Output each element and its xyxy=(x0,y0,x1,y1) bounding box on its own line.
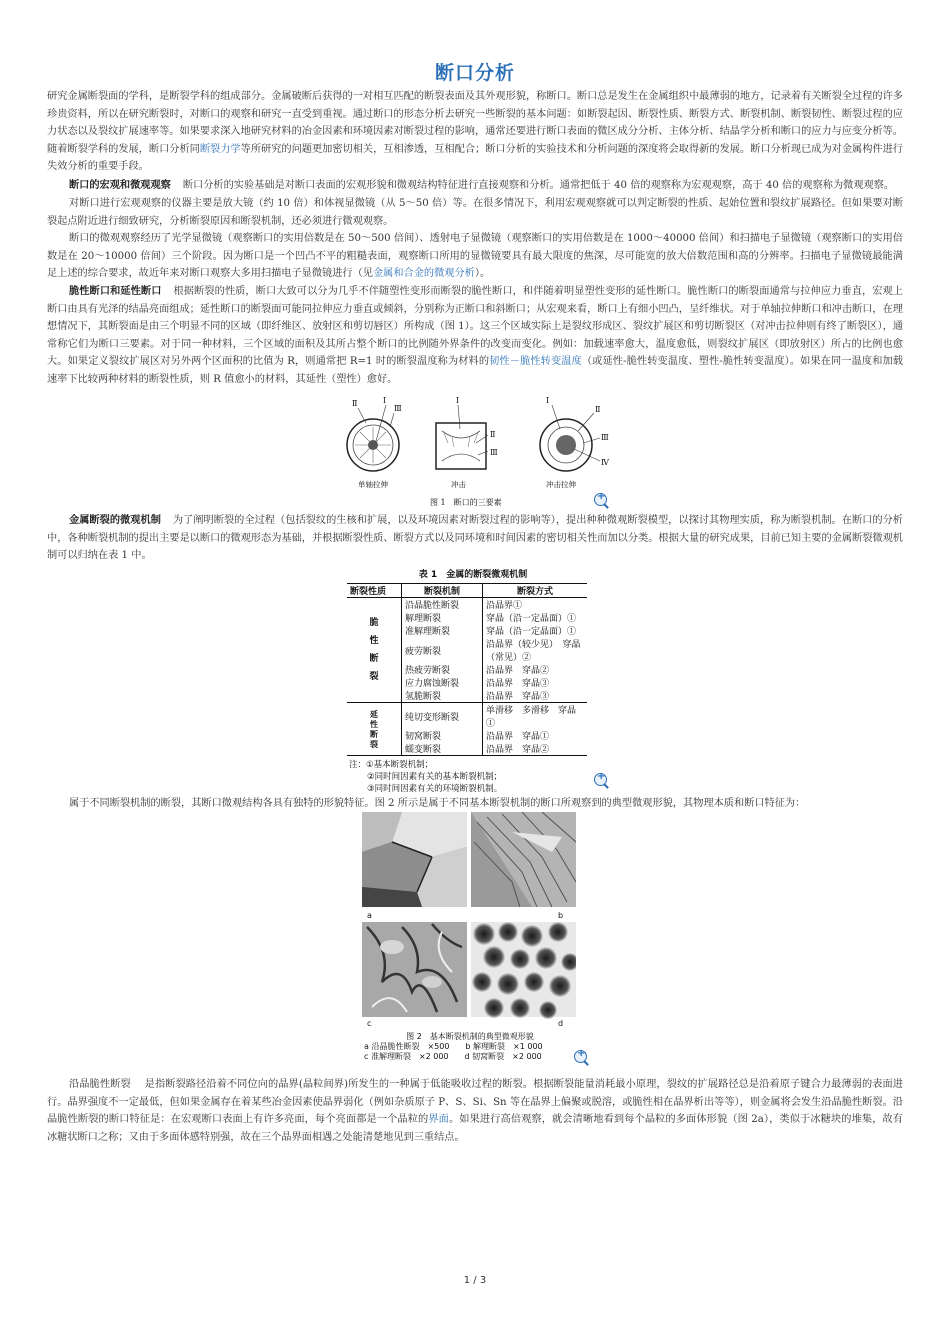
table-row: 热疲劳断裂 沿晶界 穿晶② xyxy=(347,663,587,676)
fig1-label-7: Ⅰ xyxy=(546,396,550,405)
fig1-label-9: Ⅲ xyxy=(601,433,609,442)
zoom-icon[interactable] xyxy=(594,493,607,506)
figure-2-caption-block: 图 2 基本断裂机制的典型微观形貌 a 沿晶脆性断裂 ×500 b 解理断裂 ×1 000 c 准解理断裂 ×2 000 d 韧窝断裂 ×2 000 xyxy=(362,1032,576,1062)
intergranular-paragraph: 沿晶脆性断裂 是指断裂路径沿着不同位向的晶界(晶粒间界)所发生的一种属于低能吸收过程的断裂。根据断裂能量消耗最小原理，裂纹的扩展路径总是沿着原子键合力最薄弱的表面进行。晶界强度不一定最低，但如果金属存在着某些冶金因素使晶界弱化（例如杂质原子 P、S、Si、Sn 等在晶界上偏聚或脱溶，或脆性相在晶界析出等等），则金属将会发生沿晶脆性断裂。沿晶脆性断裂的断口特征是：在宏观断口表面上有许多亮面，每个亮面都是一个晶粒的界面。如果进行高倍观察，就会清晰地看到每个晶粒的多面体形貌（图 2a），类似于冰糖块的堆集，故有冰糖状断口之称；又由于多面体感特别强，故在三个晶界面相遇之处能清楚地见到三重结点。 xyxy=(47,1079,903,1143)
panel-label-c: c xyxy=(367,1019,372,1028)
table-header: 断裂机制 xyxy=(402,584,483,598)
micro-paragraph: 断口的微观观察经历了光学显微镜（观察断口的实用倍数是在 50～500 倍间）、透射电子显微镜（观察断口的实用倍数是在 1000～40000 倍间）和扫描电子显微镜（观察断口的实用倍数是在 20～10000 倍间）三个阶段。因为断口是一个凹凸不平的粗糙表面，观察断口所用的显微镜要具有最大限度的焦深，尽可能宽的放大倍数范围和高的分辨率。扫描电子显微镜最能满足上述的综合要求，故近年来对断口观察大多用扫描电子显微镜进行（见金属和合金的微观分析）。 xyxy=(47,233,903,280)
table-header: 断裂性质 xyxy=(347,584,402,598)
panel-label-b: b xyxy=(558,911,564,920)
page-title: 断口分析 xyxy=(434,62,515,84)
micrograph-b xyxy=(471,812,576,907)
fig1-label-3: Ⅲ xyxy=(394,404,402,413)
table-1-mechanisms xyxy=(347,567,599,795)
figure-2-grid xyxy=(362,812,576,1028)
table-row: 脆 性 断 裂 沿晶脆性断裂 沿晶界① xyxy=(347,598,587,612)
fig1-sub-impact-tensile: 冲击拉伸 xyxy=(546,480,576,489)
fig1-sub-impact: 冲击 xyxy=(451,480,466,489)
section-heading-micro-mechanism: 金属断裂的微观机制 xyxy=(69,514,161,526)
fig1-label-8: Ⅱ xyxy=(595,405,601,414)
table-row: 延 性 断 裂 纯切变形断裂 单滑移 多滑移 穿晶① xyxy=(347,703,587,730)
link-interface[interactable]: 界面 xyxy=(428,1114,449,1126)
page-number: 1 / 3 xyxy=(463,1275,487,1286)
link-microanalysis[interactable]: 金属和合金的微观分析 xyxy=(373,268,475,280)
fig1-caption: 图 1 断口的三要素 xyxy=(430,498,502,507)
table-row: 准解理断裂 穿晶（沿一定晶面）① xyxy=(347,624,587,637)
table-header: 断裂方式 xyxy=(516,587,553,597)
zoom-icon[interactable] xyxy=(594,773,607,786)
table-1 xyxy=(347,583,587,756)
table-group-brittle: 脆 性 断 裂 xyxy=(347,598,402,703)
micro-mechanism-paragraph: 金属断裂的微观机制 为了阐明断裂的全过程（包括裂纹的生核和扩展，以及环境因素对断裂过程的影响等），提出种种微观断裂模型，以探讨其物理实质，称为断裂机制。在断口的分析中，各种断裂机制的提出主要是以断口的微观形态为基础，并根据断裂性质、断裂方式以及同环境和时间因素的密切相关性而加以分类。根据大量的研究成果，目前已知主要的金属断裂微观机制可以归纳在表 1 中。 xyxy=(47,514,903,562)
fig1-label-5: Ⅱ xyxy=(490,430,496,439)
table-row: 疲劳断裂 沿晶界（较少见） 穿晶（常见）② xyxy=(347,637,587,663)
panel-label-a: a xyxy=(367,911,372,920)
macro-paragraph: 对断口进行宏观观察的仪器主要是放大镜（约 10 倍）和体视显微镜（从 5～50 倍）等。在很多情况下，利用宏观观察就可以判定断裂的性质、起始位置和裂纹扩展路径。但如果要对断裂起点附近进行细致研究，分析断裂原因和断裂机制，还必须进行微观观察。 xyxy=(47,198,903,227)
fig1-label-1: Ⅱ xyxy=(352,399,358,408)
fig1-sub-tensile: 单轴拉伸 xyxy=(358,480,388,489)
fig1-impact-tensile-diagram xyxy=(540,396,610,489)
figure-2-micrographs xyxy=(362,812,576,1060)
brittle-ductile-paragraph: 脆性断口和延性断口 根据断裂的性质，断口大致可以分为几乎不伴随塑性变形而断裂的脆性断口，和伴随着明显塑性变形的延性断口。脆性断口的断裂面通常与拉伸应力垂直，宏观上断口由具有光泽的结晶亮面组成；延性断口的断裂面可能同拉伸应力垂直或倾斜，分别称为正断口和斜断口；从宏观来看，断口上有细小凹凸，呈纤维状。对于单轴拉伸断口和冲击断口，在理想情况下，其断裂面是由三个明显不同的区域（即纤维区、放射区和剪切唇区）所构成（图 1）。这三个区域实际上是裂纹形成区、裂纹扩展区和剪切断裂区（对冲击拉伸则有终了断裂区），通常称它们为断口三要素。对于同一种材料，三个区域的面积及其所占整个断口的比例随外界条件的改变而变化。例如：加载速率愈大，温度愈低，则裂纹扩展区（即放射区）所占的比例也愈大。如果定义裂纹扩展区对另外两个区面积的比值为 R，则通常把 R=1 时的断裂温度称为材料的韧性－脆性转变温度（或延性-脆性转变温度、塑性-脆性转变温度）。如果在同一温度和加载速率下比较两种材料的断裂性质，则 R 值愈小的材料，其延性（塑性）愈好。 xyxy=(47,285,904,385)
fig1-label-6: Ⅲ xyxy=(490,448,498,457)
table-1-title: 表 1 金属的断裂微观机制 xyxy=(418,570,528,580)
fig1-label-10: Ⅳ xyxy=(601,458,609,467)
table-header-row xyxy=(347,584,587,598)
micrograph-c xyxy=(362,922,467,1017)
intro-paragraph: 研究金属断裂面的学科，是断裂学科的组成部分。金属破断后获得的一对相互匹配的断裂表面及其外观形貌，称断口。断口总是发生在金属组织中最薄弱的地方，记录着有关断裂全过程的许多珍贵资料，所以在研究断裂时，对断口的观察和研究一直受到重视。通过断口的形态分析去研究一些断裂的基本问题：如断裂起因、断裂性质、断裂方式、断裂机制、断裂韧性、断裂过程的应力状态以及裂纹扩展速率等。如果要求深入地研究材料的冶金因素和环境因素对断裂过程的影响，通常还要进行断口表面的微区成分分析、主体分析、结晶学分析和断口的应力与应变分析等。随着断裂学科的发展，断口分析同断裂力学等所研究的问题更加密切相关，互相渗透，互相配合；断口分析的实验技术和分析问题的深度将会取得新的发展。断口分析现已成为对金属构件进行失效分析的重要手段。 xyxy=(47,91,903,173)
table-1-notes: 注：①基本断裂机制； ②同时间因素有关的基本断裂机制； ③同时间因素有关的环境断裂机制。 xyxy=(349,760,503,794)
section-heading-intergranular: 沿晶脆性断裂 xyxy=(69,1079,131,1090)
link-fracture-mechanics[interactable]: 断裂力学 xyxy=(199,143,241,155)
macro-micro-paragraph: 断口的宏观和微观观察 断口分析的实验基础是对断口表面的宏观形貌和微观结构特征进行直接观察和分析。通常把低于 40 倍的观察称为宏观观察，高于 40 倍的观察称为微观观察。 xyxy=(69,179,895,191)
link-transition-temperature[interactable]: 韧性－脆性转变温度 xyxy=(489,356,582,368)
fig1-label-4: Ⅰ xyxy=(456,396,460,405)
panel-label-d: d xyxy=(558,1019,564,1028)
fig1-label-2: Ⅰ xyxy=(383,396,387,405)
figure-1-fracture-zones xyxy=(338,393,628,511)
micrograph-d xyxy=(471,922,576,1019)
table-group-ductile: 延 性 断 裂 xyxy=(347,703,402,756)
table-row: 应力腐蚀断裂 沿晶界 穿晶③ xyxy=(347,676,587,689)
fig1-tensile-diagram xyxy=(347,396,402,489)
table-row: 氢脆断裂 沿晶界 穿晶③ xyxy=(347,689,587,703)
section-heading-macro-micro: 断口的宏观和微观观察 xyxy=(69,179,171,191)
table-row: 解理断裂 穿晶（沿一定晶面）① xyxy=(347,611,587,624)
table-row: 韧窝断裂 沿晶界 穿晶① xyxy=(347,729,587,742)
section-heading-brittle-ductile: 脆性断口和延性断口 xyxy=(69,285,162,297)
fig1-impact-diagram xyxy=(436,396,498,489)
figure-2-caption: 图 2 基本断裂机制的典型微观形貌 xyxy=(406,1032,534,1041)
micrograph-a xyxy=(362,812,467,907)
table-row: 蠕变断裂 沿晶界 穿晶② xyxy=(347,742,587,756)
zoom-icon[interactable] xyxy=(574,1050,587,1063)
morphology-paragraph: 属于不同断裂机制的断裂，其断口微观结构各具有独特的形貌特征。图 2 所示是属于不同基本断裂机制的断口所观察到的典型微观形貌，其物理本质和断口特征为： xyxy=(69,798,806,809)
